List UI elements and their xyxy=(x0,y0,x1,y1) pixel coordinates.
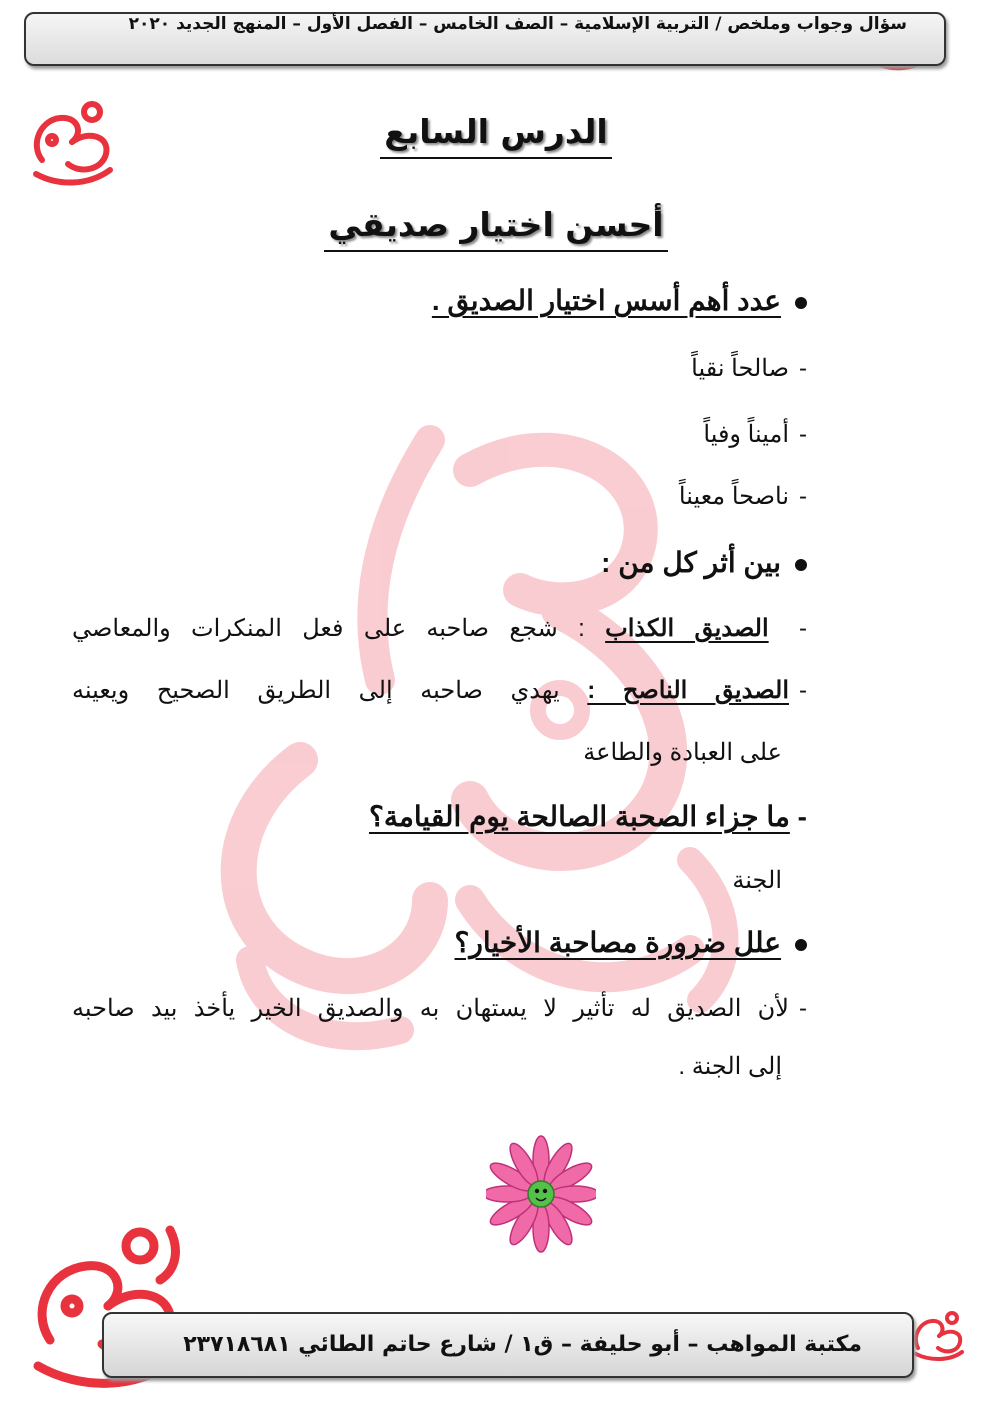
question-1 xyxy=(432,284,807,317)
answer-text: : شجع صاحبه على فعل المنكرات والمعاصي xyxy=(72,615,585,642)
answer-3: الجنة xyxy=(732,867,782,894)
question-4 xyxy=(455,926,807,959)
bullet-icon xyxy=(795,559,807,571)
bullet-icon xyxy=(795,939,807,951)
answer-1-item-3: -ناصحاً معيناً xyxy=(678,483,807,510)
question-3-text: ما جزاء الصحبة الصالحة يوم القيامة؟ xyxy=(368,801,790,832)
answer-text: أميناً وفياً xyxy=(703,421,789,448)
question-3: - ما جزاء الصحبة الصالحة يوم القيامة؟ xyxy=(368,801,807,832)
header-title: سؤال وجواب وملخص / التربية الإسلامية – الصف الخامس – الفصل الأول – المنهج الجديد ٢٠٢٠ xyxy=(128,14,907,34)
lesson-title-text: أحسن اختيار صديقي xyxy=(324,205,667,252)
flower-icon xyxy=(486,1134,596,1254)
answer-1-item-1: -صالحاً نقياً xyxy=(691,355,807,382)
lesson-title xyxy=(0,205,992,244)
answer-2-item-1: - الصديق الكذاب : شجع صاحبه على فعل المنكرات والمعاصي xyxy=(72,615,807,642)
answer-text: ناصحاً معيناً xyxy=(678,483,789,510)
answer-text: لأن الصديق له تأثير لا يستهان به والصديق الخير يأخذ بيد صاحبه xyxy=(72,995,789,1022)
answer-2-item-2-cont: على العبادة والطاعة xyxy=(583,739,782,766)
question-1-text: عدد أهم أسس اختيار الصديق . xyxy=(431,285,781,316)
answer-text: يهدي صاحبه إلى الطريق الصحيح ويعينه xyxy=(72,677,560,704)
answer-1-item-2: -أميناً وفياً xyxy=(703,421,807,448)
answer-text: صالحاً نقياً xyxy=(691,355,789,382)
question-2-text: بين أثر كل من : xyxy=(601,547,781,578)
answer-4-line-1: -لأن الصديق له تأثير لا يستهان به والصديق الخير يأخذ بيد صاحبه xyxy=(72,995,807,1022)
lesson-number xyxy=(0,112,992,151)
answer-2-item-2: -الصديق الناصح : يهدي صاحبه إلى الطريق الصحيح ويعينه xyxy=(72,677,807,704)
question-4-text: علل ضرورة مصاحبة الأخيار؟ xyxy=(454,927,781,958)
question-2 xyxy=(601,546,807,579)
footer-address: مكتبة المواهب – أبو حليفة – ق١ / شارع حاتم الطائي ٢٣٧١٨٦٨١ xyxy=(183,1332,862,1357)
term-liar-friend: الصديق الكذاب xyxy=(605,615,769,642)
lesson-number-text: الدرس السابع xyxy=(380,112,611,159)
logo-stamp-bottom-right xyxy=(908,1306,970,1364)
answer-4-line-2: إلى الجنة . xyxy=(678,1053,782,1080)
bullet-icon xyxy=(795,297,807,309)
term-advisor-friend: الصديق الناصح : xyxy=(587,677,789,704)
